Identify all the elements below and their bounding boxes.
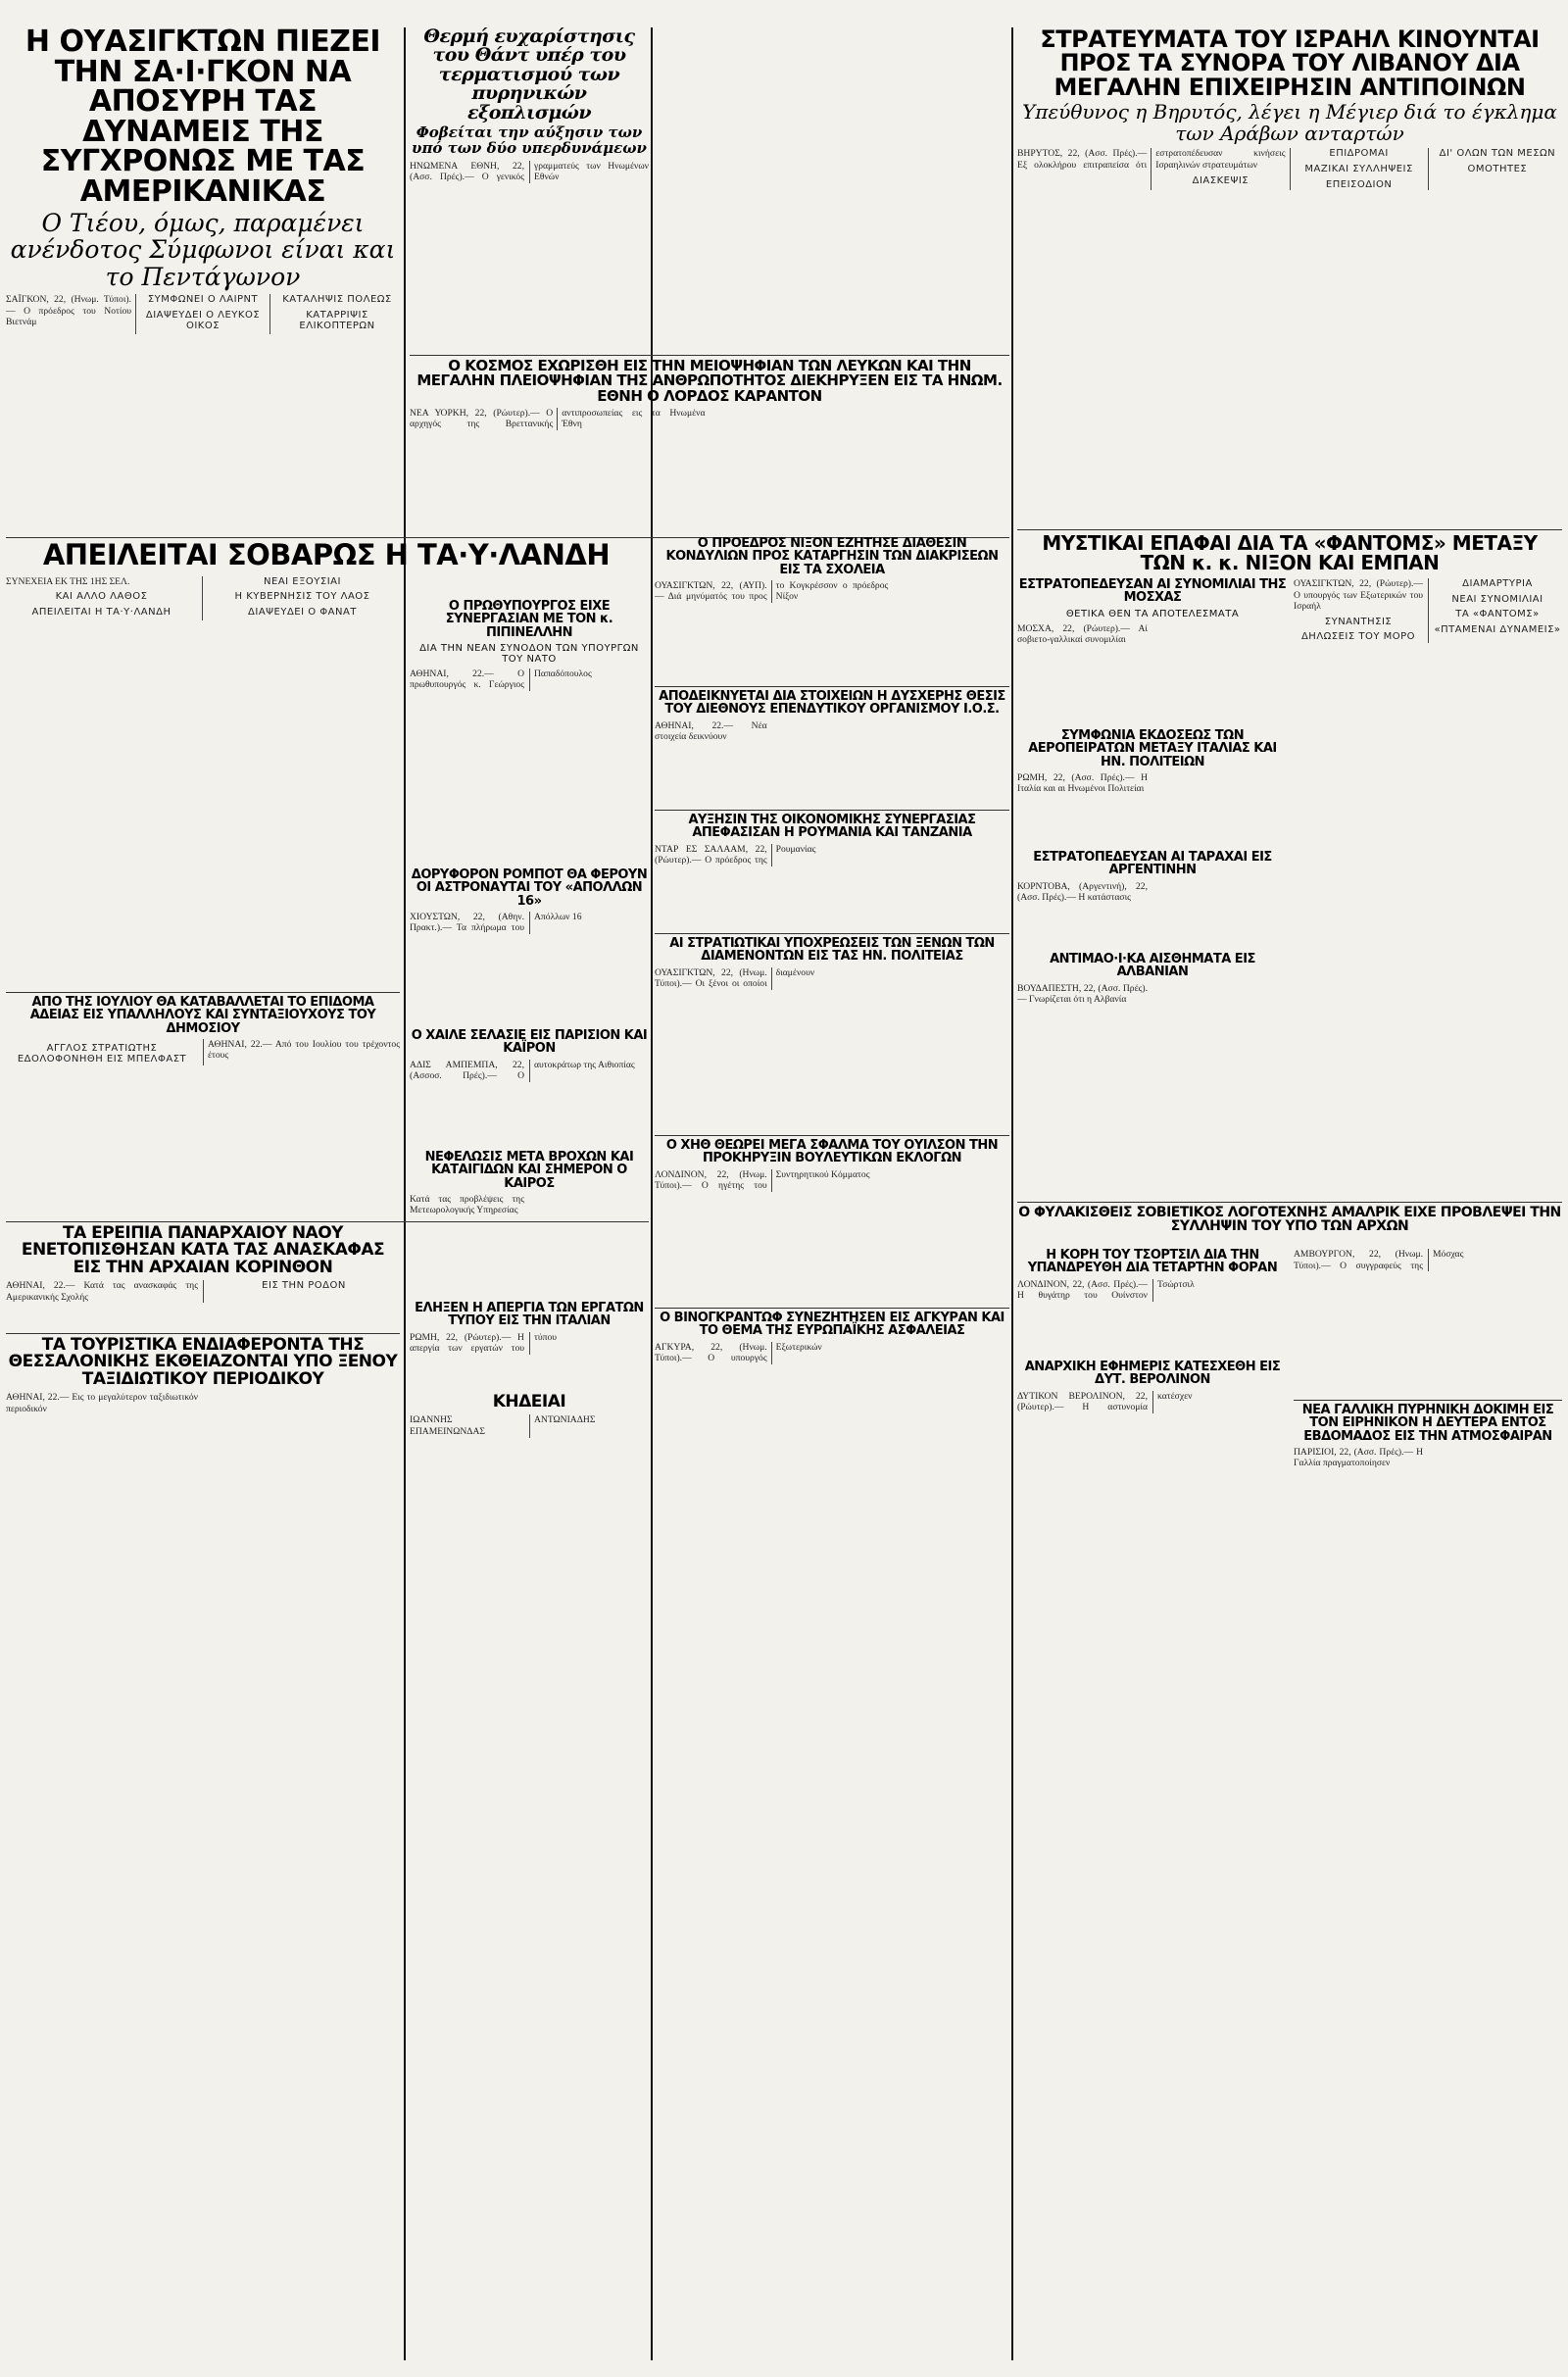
dateline: ΑΘΗΝΑΙ, 22.— Νέα στοιχεία δεικνύουν	[655, 719, 767, 743]
article-body	[6, 1392, 400, 1414]
article-body	[655, 580, 1009, 603]
subhead: ΘΕΤΙΚΑ ΘΕΝ ΤΑ ΑΠΟΤΕΛΕΣΜΑΤΑ	[1065, 608, 1240, 619]
article-body	[1294, 1447, 1562, 1469]
headline: Ο ΧΑΪΛΕ ΣΕΛΑΣΙΕ ΕΙΣ ΠΑΡΙΣΙΟΝ ΚΑΙ ΚΑΪΡΟΝ	[411, 1029, 648, 1057]
article-funerals	[410, 1394, 649, 1472]
article-thessaloniki	[6, 1337, 400, 1455]
article-july-allowance	[6, 996, 400, 1221]
article-body	[410, 1060, 649, 1082]
article-body	[6, 576, 398, 621]
headline: ΑΝΑΡΧΙΚΗ ΕΦΗΜΕΡΙΣ ΚΑΤΕΣΧΕΘΗ ΕΙΣ ΔΥΤ. ΒΕΡΟΛΙΝΟΝ	[1024, 1361, 1281, 1388]
headline: ΣΥΜΦΩΝΙΑ ΕΚΔΟΣΕΩΣ ΤΩΝ ΑΕΡΟΠΕΙΡΑΤΩΝ ΜΕΤΑΞΥ ΙΤΑΛΙΑΣ ΚΑΙ ΗΝ. ΠΟΛΙΤΕΙΩΝ	[1028, 729, 1277, 769]
headline: ΕΛΗΞΕΝ Η ΑΠΕΡΓΙΑ ΤΩΝ ΕΡΓΑΤΩΝ ΤΥΠΟΥ ΕΙΣ ΤΗΝ ΙΤΑΛΙΑΝ	[415, 1302, 644, 1329]
dateline: ΧΙΟΥΣΤΩΝ, 22, (Αθην. Πρακτ.).— Τα πλήρωμα του Απόλλων 16	[410, 911, 582, 934]
subhead-box: ΝΕΑΙ ΣΥΝΟΜΙΛΙΑΙ	[1451, 593, 1544, 605]
article-apollo	[410, 868, 649, 1025]
dateline: ΑΘΗΝΑΙ, 22.— Εις το μεγαλύτερον ταξιδιωτικόν περιοδικόν	[6, 1391, 198, 1414]
headline: ΑΠΟ ΤΗΣ ΙΟΥΛΙΟΥ ΘΑ ΚΑΤΑΒΑΛΛΕΤΑΙ ΤΟ ΕΠΙΔΟΜΑ ΑΔΕΙΑΣ ΕΙΣ ΥΠΑΛΛΗΛΟΥΣ ΚΑΙ ΣΥΝΤΑΞΙΟΥΧΟΥΣ ΤΟΥ ΔΗΜΟΣΙΟΥ	[29, 996, 376, 1036]
headline: ΝΕΦΕΛΩΣΙΣ ΜΕΤΑ ΒΡΟΧΩΝ ΚΑΙ ΚΑΤΑΙΓΙΔΩΝ ΚΑΙ ΣΗΜΕΡΟΝ Ο ΚΑΙΡΟΣ	[424, 1151, 634, 1191]
subhead-box: ΚΑΤΑΛΗΨΙΣ ΠΟΛΕΩΣ	[282, 294, 392, 306]
subhead-box: ΚΑΙ ΑΛΛΟ ΛΑΘΟΣ	[55, 591, 148, 603]
article-body	[410, 1332, 649, 1355]
subhead-box: ΕΠΙΔΡΟΜΑΙ	[1329, 148, 1389, 160]
dateline: ΙΩΑΝΝΗΣ ΕΠΑΜΕΙΝΩΝΔΑΣ ΑΝΤΩΝΙΑΔΗΣ	[410, 1414, 596, 1437]
headline: Θερμή ευχαρίστησις του Θάντ υπέρ του τερματισμού των πυρηνικών εξοπλισμών	[423, 27, 635, 124]
article-italy-aviation	[1017, 729, 1288, 847]
article-body	[1017, 623, 1288, 646]
dateline: ΣΑΪΓΚΟΝ, 22, (Ηνωμ. Τύποι). — Ο πρόεδρος του Νοτίου Βιετνάμ	[6, 294, 131, 328]
subhead-box: ΔΙΑΨΕΥΔΕΙ Ο ΛΕΥΚΟΣ ΟΙΚΟΣ	[145, 309, 261, 332]
article-body	[410, 1414, 649, 1437]
article-body	[1017, 983, 1288, 1006]
headline: ΑΝΤΙΜΑΟ·Ι·ΚΑ ΑΙΣΘΗΜΑΤΑ ΕΙΣ ΑΛΒΑΝΙΑΝ	[1050, 953, 1255, 980]
article-body	[6, 1039, 400, 1065]
article-body	[6, 294, 400, 334]
subhead-box: ΔΙ' ΟΛΩΝ ΤΩΝ ΜΕΣΩΝ	[1439, 148, 1556, 160]
headline: Ο ΒΙΝΟΓΚΡΑΝΤΩΦ ΣΥΝΕΖΗΤΗΣΕΝ ΕΙΣ ΑΓΚΥΡΑΝ ΚΑΙ ΤΟ ΘΕΜΑ ΤΗΣ ΕΥΡΩΠΑΪΚΗΣ ΑΣΦΑΛΕΙΑΣ	[660, 1312, 1004, 1339]
subhead-box: ΣΥΜΦΩΝΕΙ Ο ΛΑΙΡΝΤ	[147, 294, 259, 306]
column-rule	[1011, 27, 1013, 2360]
dateline: ΑΘΗΝΑΙ, 22.— Ο πρωθυπουργός κ. Γεώργιος Παπαδόπουλος	[410, 668, 592, 691]
article-body	[1017, 881, 1288, 904]
headline: ΑΙ ΣΤΡΑΤΙΩΤΙΚΑΙ ΥΠΟΧΡΕΩΣΕΙΣ ΤΩΝ ΞΕΝΩΝ ΤΩΝ ΔΙΑΜΕΝΟΝΤΩΝ ΕΙΣ ΤΑΣ ΗΝ. ΠΟΛΙΤΕΙΑΣ	[669, 937, 995, 965]
subhead-box: «ΠΤΑΜΕΝΑΙ ΔΥΝΑΜΕΙΣ»	[1434, 623, 1561, 635]
article-moscow	[1017, 578, 1288, 725]
dateline: ΝΕΑ ΥΟΡΚΗ, 22, (Ρώυτερ).— Ο αρχηγός της Βρεττανικής αντιπροσωπείας εις τα Ηνωμένα Έθνη	[410, 407, 706, 430]
article-body	[1017, 1391, 1288, 1413]
dateline: ΡΩΜΗ, 22, (Ρώυτερ).— Η απεργία των εργατών του τύπου	[410, 1331, 557, 1355]
dateline: ΠΑΡΙΣΙΟΙ, 22, (Ασσ. Πρές).— Η Γαλλία πραγματοποίησεν	[1294, 1446, 1423, 1469]
subhead-box: ΕΠΕΙΣΟΔΙΟΝ	[1325, 178, 1393, 190]
article-foreign-bases	[655, 937, 1009, 1133]
headline: ΕΣΤΡΑΤΟΠΕΔΕΥΣΑΝ ΑΙ ΣΥΝΟΜΙΛΙΑΙ ΤΗΣ ΜΟΣΧΑΣ	[1018, 578, 1287, 606]
article-heath	[655, 1139, 1009, 1306]
article-body	[410, 912, 649, 934]
article-nuclear-test	[1294, 1404, 1562, 1492]
headline: Ο ΠΡΟΕΔΡΟΣ ΝΙΞΟΝ ΕΖΗΤΗΣΕ ΔΙΑΘΕΣΙΝ ΚΟΝΔΥΛΙΩΝ ΠΡΟΣ ΚΑΤΑΡΓΗΣΙΝ ΤΩΝ ΔΙΑΚΡΙΣΕΩΝ ΕΙΣ ΤΑ ΣΧΟΛΕΙΑ	[665, 537, 999, 577]
article-argentina	[1017, 851, 1288, 949]
headline: ΤΑ ΕΡΕΙΠΙΑ ΠΑΝΑΡΧΑΙΟΥ ΝΑΟΥ ΕΝΕΤΟΠΙΣΘΗΣΑΝ ΚΑΤΑ ΤΑΣ ΑΝΑΣΚΑΦΑΣ ΕΙΣ ΤΗΝ ΑΡΧΑΙΑΝ ΚΟΡΙΝΘΟΝ	[21, 1225, 385, 1277]
article-ios	[655, 690, 1009, 808]
article-body	[6, 1280, 400, 1303]
dateline: ΛΟΝΔΙΝΟΝ, 22, (Ασσ. Πρές).— Η θυγάτηρ του Ουίνστον Τσώρτσιλ	[1017, 1278, 1195, 1302]
article-corinth	[6, 1225, 400, 1331]
article-body	[1017, 772, 1288, 795]
article-body	[410, 161, 649, 183]
dateline: ΗΝΩΜΕΝΑ ΕΘΝΗ, 22, (Ασσ. Πρές).— Ο γενικός γραμματεύς των Ηνωμένων Εθνών	[410, 160, 649, 183]
article-nixon-schools-body	[655, 537, 1009, 684]
subhead-box: ΤΑ «ΦΑΝΤΟΜΣ»	[1455, 609, 1540, 620]
dateline: ΒΟΥΔΑΠΕΣΤΗ, 22, (Ασσ. Πρές).— Γνωρίζεται ότι η Αλβανία	[1017, 982, 1148, 1006]
headline: ΣΤΡΑΤΕΥΜΑΤΑ ΤΟΥ ΙΣΡΑΗΛ ΚΙΝΟΥΝΤΑΙ ΠΡΟΣ ΤΑ ΣΥΝΟΡΑ ΤΟΥ ΛΙΒΑΝΟΥ ΔΙΑ ΜΕΓΑΛΗΝ ΕΠΙΧΕΙΡΗΣΙΝ ΑΝΤΙΠΟΙΝΩΝ	[1040, 27, 1540, 101]
dateline: ΟΥΑΣΙΓΚΤΩΝ, 22, (Ρώυτερ).— Ο υπουργός των Εξωτερικών του Ισραήλ	[1294, 578, 1423, 613]
subhead-box: ΔΙΑΨΕΥΔΕΙ Ο ΦΑΝΑΤ	[248, 606, 357, 618]
headline: Η ΟΥΑΣΙΓΚΤΩΝ ΠΙΕΖΕΙ ΤΗΝ ΣΑ·Ι·ΓΚΟΝ ΝΑ ΑΠΟΣΥΡΗ ΤΑΣ ΔΥΝΑΜΕΙΣ ΤΗΣ ΣΥΓΧΡΟΝΩΣ ΜΕ ΤΑΣ ΑΜΕΡΙΚΑΝΙΚΑΣ	[24, 27, 381, 209]
subhead-box: ΟΜΟΤΗΤΕΣ	[1467, 164, 1528, 174]
subhead: Ο Τιέου, όμως, παραμένει ανένδοτος Σύμφωνοι είναι και το Πεντάγωνον	[10, 208, 396, 291]
subhead-box: ΔΙΑΣΚΕΨΙΣ	[1192, 174, 1250, 186]
headline: Ο ΚΟΣΜΟΣ ΕΧΩΡΙΣΘΗ ΕΙΣ ΤΗΝ ΜΕΙΟΨΗΦΙΑΝ ΤΩΝ ΛΕΥΚΩΝ ΚΑΙ ΤΗΝ ΜΕΓΑΛΗΝ ΠΛΕΙΟΨΗΦΙΑΝ ΤΗΣ ΑΝΘΡΩΠΟΤΗΤΟΣ ΔΙΕΚΗΡΥΞΕΝ ΕΙΣ ΤΑ ΗΝΩΜ. ΕΘΝΗ Ο ΛΟΡΔΟΣ ΚΑΡΑΝΤΟΝ	[416, 359, 1003, 405]
article-body	[1017, 1279, 1288, 1302]
headline: ΑΠΟΔΕΙΚΝΥΕΤΑΙ ΔΙΑ ΣΤΟΙΧΕΙΩΝ Η ΔΥΣΧΕΡΗΣ ΘΕΣΙΣ ΤΟΥ ΔΙΕΘΝΟΥΣ ΕΠΕΝΔΥΤΙΚΟΥ ΟΡΓΑΝΙΣΜΟΥ Ι.Ο.Σ.	[659, 690, 1005, 718]
article-body	[655, 844, 1009, 867]
article-romania	[655, 814, 1009, 931]
article-body	[655, 1342, 1009, 1364]
subhead-box: ΕΙΣ ΤΗΝ ΡΟΔΟΝ	[262, 1279, 346, 1291]
headline: Ο ΦΥΛΑΚΙΣΘΕΙΣ ΣΟΒΙΕΤΙΚΟΣ ΛΟΓΟΤΕΧΝΗΣ ΑΜΑΛΡΙΚ ΕΙΧΕ ΠΡΟΒΛΕΨΕΙ ΤΗΝ ΣΥΛΛΗΨΙΝ ΤΟΥ ΥΠΟ ΤΩΝ ΑΡΧΩΝ	[1018, 1206, 1561, 1235]
subhead-box: ΑΓΓΛΟΣ ΣΤΡΑΤΙΩΤΗΣ ΕΔΟΛΟΦΟΝΗΘΗ ΕΙΣ ΜΠΕΛΦΑΣΤ	[17, 1042, 187, 1065]
dateline: ΟΥΑΣΙΓΚΤΩΝ, 22, (Ηνωμ. Τύποι).— Οι ξένοι οι οποίοι διαμένουν	[655, 966, 815, 990]
headline: Η ΚΟΡΗ ΤΟΥ ΤΣΟΡΤΣΙΛ ΔΙΑ ΤΗΝ ΥΠΑΝΔΡΕΥΘΗ ΔΙΑ ΤΕΤΑΡΤΗΝ ΦΟΡΑΝ	[1027, 1249, 1278, 1276]
article-prime-minister	[410, 600, 649, 865]
article-saigon	[6, 27, 400, 537]
article-brandt	[655, 1312, 1009, 1459]
dateline: ΜΟΣΧΑ, 22, (Ρώυτερ).— Αί σοβιετο-γαλλικαί συνομιλίαι	[1017, 622, 1148, 646]
article-soviet-writers-body	[1294, 1249, 1562, 1396]
article-body	[410, 1194, 649, 1216]
dateline: ΒΗΡΥΤΟΣ, 22, (Ασσ. Πρές).— Εξ ολοκλήρου επιτραπείσα ότι εστρατοπέδευσαν κινήσεις Ισραηλινών στρατευμάτων	[1017, 148, 1286, 171]
subhead-box: Η ΚΥΒΕΡΝΗΣΙΣ ΤΟΥ ΛΑΟΣ	[234, 591, 370, 603]
article-body	[1294, 578, 1562, 643]
dateline: ΔΥΤΙΚΟΝ ΒΕΡΟΛΙΝΟΝ, 22, (Ρώυτερ).— Η αστυνομία κατέσχεν	[1017, 1390, 1193, 1413]
article-selassie	[410, 1029, 649, 1147]
headline: ΝΕΑ ΓΑΛΛΙΚΗ ΠΥΡΗΝΙΚΗ ΔΟΚΙΜΗ ΕΙΣ ΤΟΝ ΕΙΡΗΝΙΚΟΝ Η ΔΕΥΤΕΡΑ ΕΝΤΟΣ ΕΒΔΟΜΑΔΟΣ ΕΙΣ ΤΗΝ ΑΤΜΟΣΦΑΙΡΑΝ	[1301, 1404, 1554, 1444]
article-tsortsia	[1017, 1249, 1288, 1357]
column-rule	[404, 27, 406, 2360]
subhead-box: ΚΑΤΑΡΡΙΨΙΣ ΕΛΙΚΟΠΤΕΡΩΝ	[299, 309, 375, 332]
headline: ΜΥΣΤΙΚΑΙ ΕΠΑΦΑΙ ΔΙΑ ΤΑ «ΦΑΝΤΟΜΣ» ΜΕΤΑΞΥ ΤΩΝ κ. κ. ΝΙΞΟΝ ΚΑΙ ΕΜΠΑΝ	[1042, 533, 1538, 572]
article-soviet-writers	[1017, 1206, 1562, 1245]
article-body	[655, 720, 1009, 743]
dateline: ΟΥΑΣΙΓΚΤΩΝ, 22, (ΑΥΠ).— Διά μηνύματός του προς το Κογκρέσσον ο πρόεδρος Νίξον	[655, 579, 889, 603]
subhead-box: ΔΙΑΜΑΡΤΥΡΙΑ	[1462, 578, 1533, 589]
headline: Ο ΧΗΘ ΘΕΩΡΕΙ ΜΕΓΑ ΣΦΑΛΜΑ ΤΟΥ ΟΥΙΛΣΟΝ ΤΗΝ ΠΡΟΚΗΡΥΞΙΝ ΒΟΥΛΕΥΤΙΚΩΝ ΕΚΛΟΓΩΝ	[665, 1139, 999, 1166]
dateline: ΝΤΑΡ ΕΣ ΣΑΛΑΑΜ, 22, (Ρώυτερ).— Ο πρόεδρος της Ρουμανίας	[655, 843, 816, 867]
article-body	[410, 669, 649, 691]
article-phantom-body	[1294, 578, 1562, 1196]
article-disarmament	[410, 27, 649, 351]
article-israel	[1017, 27, 1562, 527]
headline: ΚΗΔΕΙΑΙ	[492, 1394, 566, 1411]
headline: ΕΣΤΡΑΤΟΠΕΔΕΥΣΑΝ ΑΙ ΤΑΡΑΧΑΙ ΕΙΣ ΑΡΓΕΝΤΙΝΗΝ	[1033, 851, 1272, 878]
article-body	[655, 1169, 1009, 1192]
article-phantom	[1017, 533, 1562, 572]
subhead: Φοβείται την αύξησιν των υπό των δύο υπερδυνάμεων	[412, 123, 647, 158]
headline: ΑΠΕΙΛΕΙΤΑΙ ΣΟΒΑΡΩΣ Η ΤΑ·Υ·ΛΑΝΔΗ	[42, 541, 611, 571]
dateline: ΣΥΝΕΧΕΙΑ ΕΚ ΤΗΣ 1ΗΣ ΣΕΛ.	[6, 575, 130, 587]
article-body	[410, 408, 1009, 430]
subhead-box: ΜΑΖΙΚΑΙ ΣΥΛΛΗΨΕΙΣ	[1304, 164, 1413, 174]
article-body	[1017, 148, 1562, 190]
subhead-box: ΣΥΝΑΝΤΗΣΙΣ	[1324, 616, 1393, 627]
dateline: ΑΓΚΥΡΑ, 22, (Ηνωμ. Τύποι).— Ο υπουργός Εξωτερικών	[655, 1341, 822, 1364]
article-caradon	[410, 359, 1009, 535]
dateline: ΑΜΒΟΥΡΓΟΝ, 22, (Ηνωμ. Τύποι).— Ο συγγραφεύς της Μόσχας	[1294, 1249, 1464, 1271]
dateline: ΑΘΗΝΑΙ, 22.— Κατά τας ανασκαφάς της Αμερικανικής Σχολής	[6, 1279, 198, 1303]
article-body	[1294, 1249, 1562, 1271]
subhead-box: ΔΗΛΩΣΕΙΣ ΤΟΥ ΜΟΡΟ	[1300, 631, 1416, 643]
dateline: ΑΔΙΣ ΑΜΠΕΜΠΑ, 22, (Ασσοσ. Πρές).— Ο αυτοκράτωρ της Αιθιοπίας	[410, 1059, 635, 1082]
dateline: Κατά τας προβλέψεις της Μετεωρολογικής Υπηρεσίας	[410, 1193, 524, 1216]
headline: ΤΑ ΤΟΥΡΙΣΤΙΚΑ ΕΝΔΙΑΦΕΡΟΝΤΑ ΤΗΣ ΘΕΣΣΑΛΟΝΙΚΗΣ ΕΚΘΕΙΑΖΟΝΤΑΙ ΥΠΟ ΞΕΝΟΥ ΤΑΞΙΔΙΩΤΙΚΟΥ ΠΕΡΙΟΔΙΚΟΥ	[8, 1337, 398, 1389]
dateline: ΑΘΗΝΑΙ, 22.— Από του Ιουλίου του τρέχοντος έτους	[208, 1038, 400, 1062]
dateline: ΚΟΡΝΤΟΒΑ, (Αργεντινή), 22, (Ασσ. Πρές).— Η κατάστασις	[1017, 880, 1148, 904]
dateline: ΡΩΜΗ, 22, (Ασσ. Πρές).— Η Ιταλία και αι Ηνωμένοι Πολιτείαι	[1017, 771, 1148, 795]
headline: ΔΟΡΥΦΟΡΟΝ ΡΟΜΠΟΤ ΘΑ ΦΕΡΟΥΝ ΟΙ ΑΣΤΡΟΝΑΥΤΑΙ ΤΟΥ «ΑΠΟΛΛΩΝ 16»	[411, 868, 648, 909]
article-strike	[410, 1302, 649, 1390]
headline: ΑΥΞΗΣΙΝ ΤΗΣ ΟΙΚΟΝΟΜΙΚΗΣ ΣΥΝΕΡΓΑΣΙΑΣ ΑΠΕΦΑΣΙΣΑΝ Η ΡΟΥΜΑΝΙΑ ΚΑΙ ΤΑΝΖΑΝΙΑ	[688, 814, 976, 841]
article-weather	[410, 1151, 649, 1298]
subhead-box: ΝΕΑΙ ΕΞΟΥΣΙΑΙ	[264, 575, 341, 587]
subhead-box: ΑΠΕΙΛΕΙΤΑΙ Η ΤΑ·Υ·ΛΑΝΔΗ	[31, 606, 172, 618]
headline: Ο ΠΡΩΘΥΠΟΥΡΓΟΣ ΕΙΧΕ ΣΥΝΕΡΓΑΣΙΑΝ ΜΕ ΤΟΝ κ. ΠΙΠΙΝΕΛΛΗΝ	[445, 600, 613, 640]
article-anarchy	[1017, 1361, 1288, 1459]
article-albania	[1017, 953, 1288, 1100]
article-body	[655, 967, 1009, 990]
subhead: ΔΙΑ ΤΗΝ ΝΕΑΝ ΣΥΝΟΔΟΝ ΤΩΝ ΥΠΟΥΡΓΩΝ ΤΟΥ ΝΑΤΟ	[419, 642, 639, 665]
subhead: Υπεύθυνος η Βηρυτός, λέγει η Μέγιερ διά το έγκλημα των Αράβων ανταρτών	[1022, 100, 1557, 146]
dateline: ΛΟΝΔΙΝΟΝ, 22, (Ηνωμ. Τύποι).— Ο ηγέτης του Συντηρητικού Κόμματος	[655, 1168, 870, 1192]
